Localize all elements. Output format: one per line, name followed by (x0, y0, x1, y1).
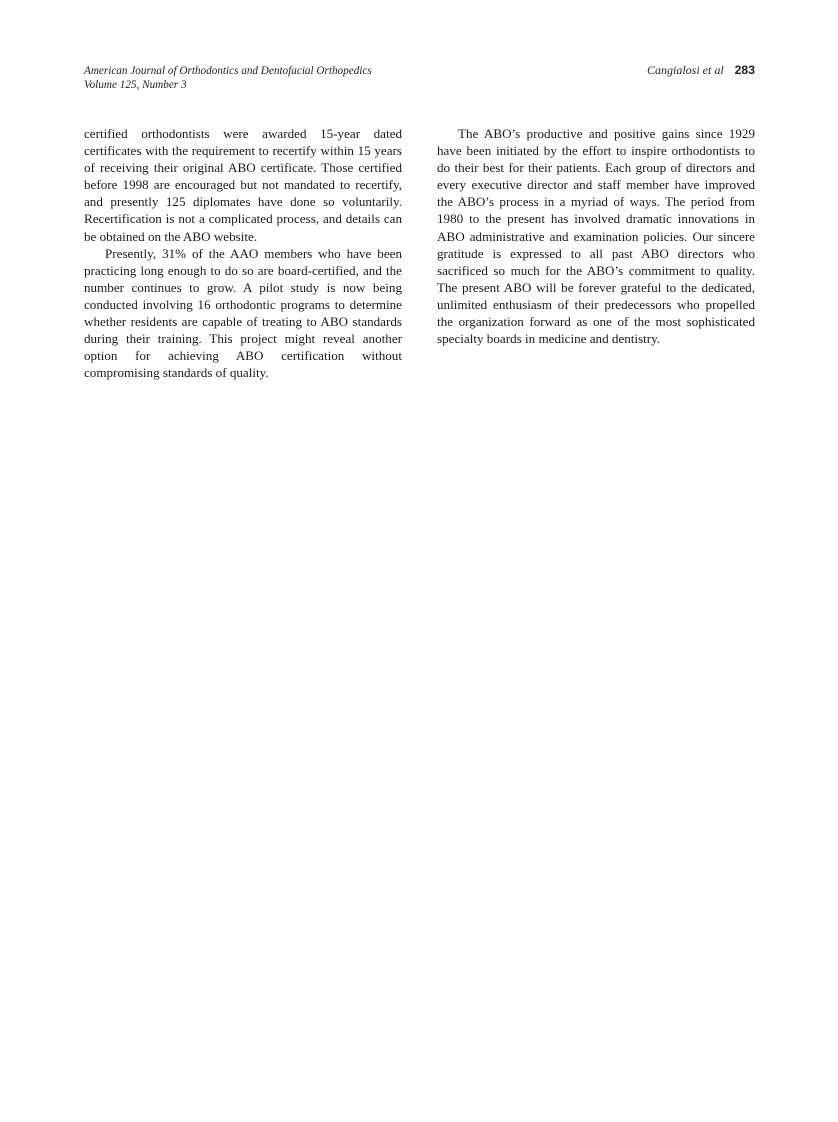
left-paragraph-2: Presently, 31% of the AAO members who have been practicing long enough to do so are board-certified, and the number continues to grow. A pilot study is now being conducted involving 16 orthodontic programs to determine whether residents are capable of treating to ABO standards during their training. This project might reveal another option for achieving ABO certification without compromising standards of quality. (84, 245, 402, 381)
running-head-journal (84, 64, 372, 92)
journal-volume: Volume 125, Number 3 (84, 79, 187, 91)
right-text-column (437, 125, 755, 347)
running-head-authors (647, 63, 755, 78)
page-number: 283 (734, 63, 755, 77)
author-names: Cangialosi et al (646, 63, 724, 77)
right-paragraph-1: The ABO’s productive and positive gains since 1929 have been initiated by the effort to inspire orthodontists to do their best for their patients. Each group of directors and every executive director and staff member have improved the ABO’s process in a myriad of ways. The period from 1980 to the present has involved dramatic innovations in ABO administrative and examination policies. Our sincere gratitude is expressed to all past ABO directors who sacrificed so much for the ABO’s commitment to quality. The present ABO will be forever grateful to the dedicated, unlimited enthusiasm of their predecessors who propelled the organization forward as one of the most sophisticated specialty boards in medicine and dentistry. (437, 126, 755, 347)
journal-title: American Journal of Orthodontics and Dentofacial Orthopedics (84, 65, 372, 77)
left-paragraph-1: certified orthodontists were awarded 15-year dated certificates with the requirement to recertify within 15 years of receiving their original ABO certificate. Those certified before 1998 are encouraged but not mandated to recertify, and presently 125 diplomates have done so voluntarily. Recertification is not a complicated process, and details can be obtained on the ABO website. (84, 126, 402, 244)
left-text-column (84, 125, 402, 381)
